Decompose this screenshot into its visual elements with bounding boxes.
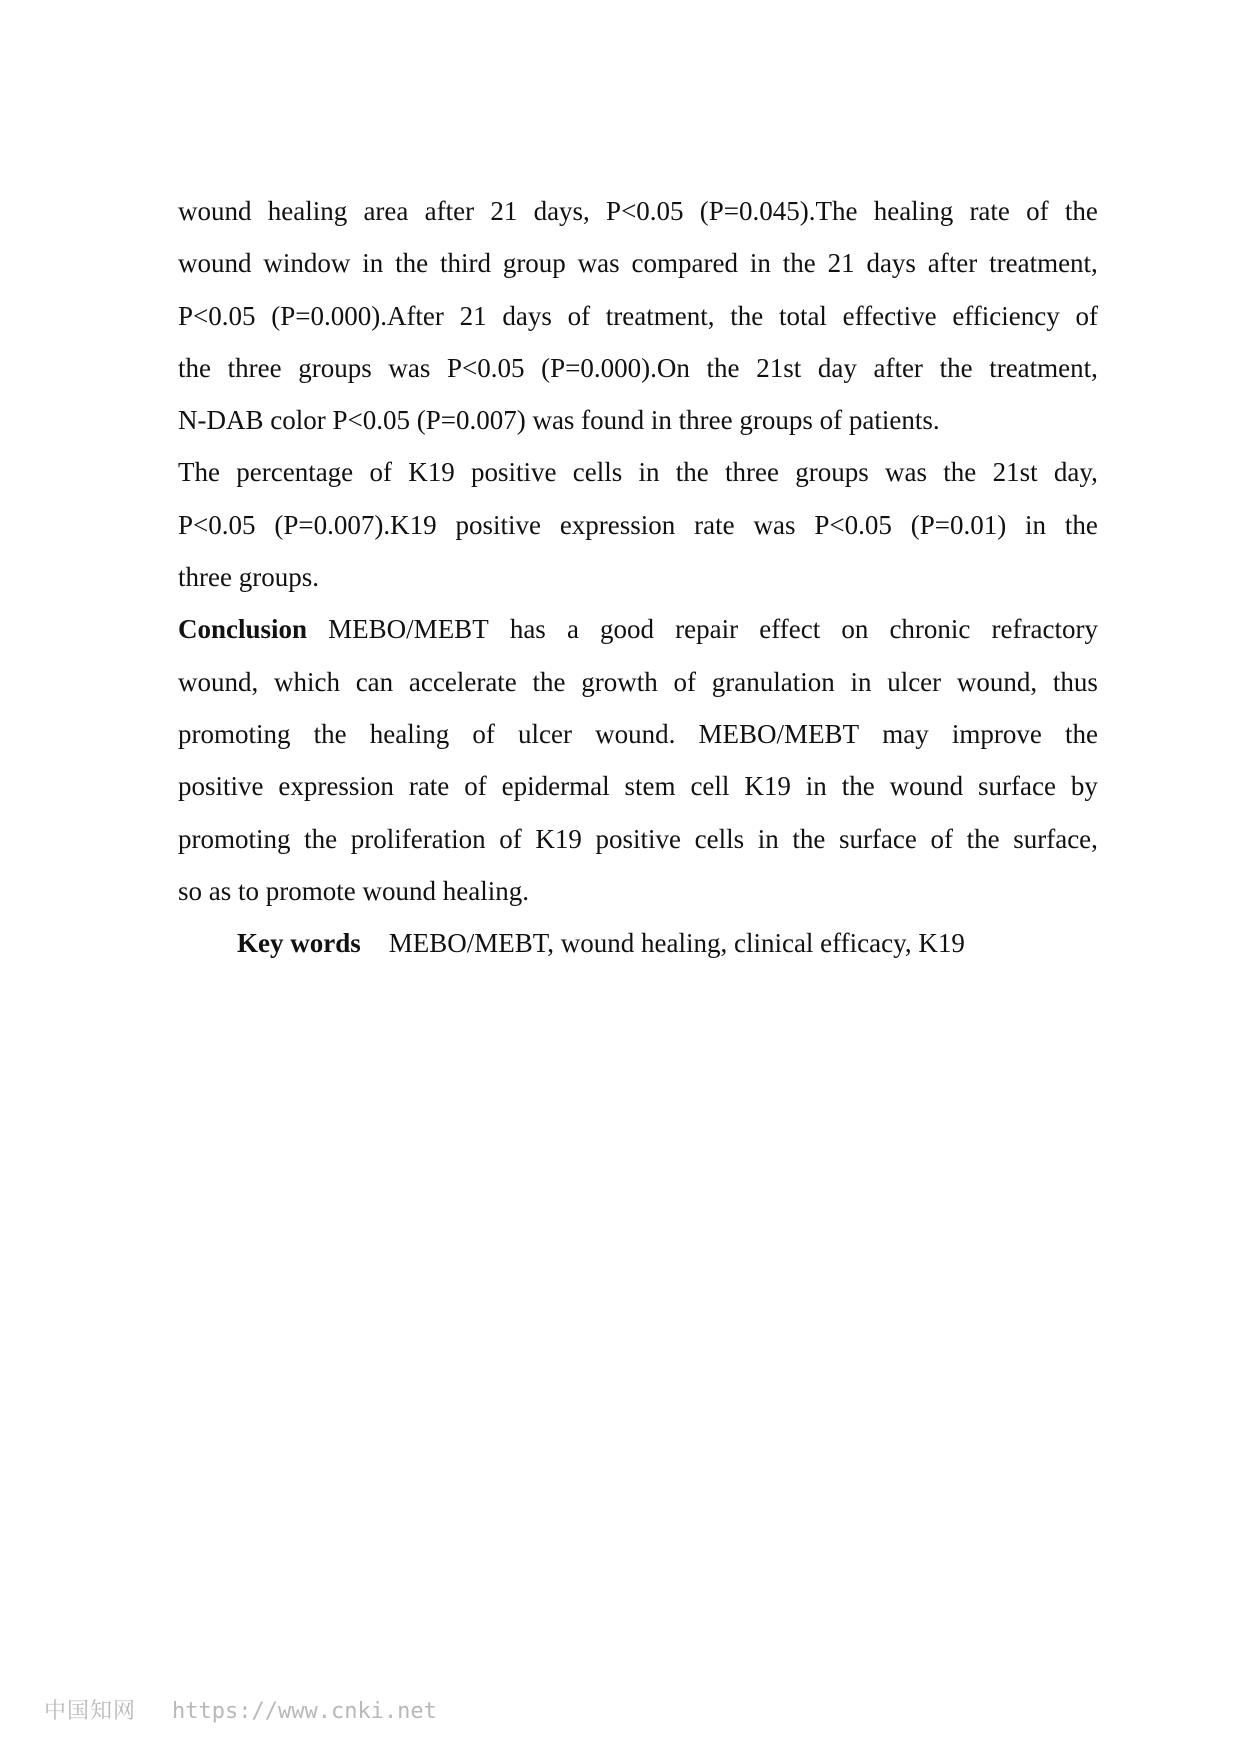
word: surface,: [1013, 823, 1098, 854]
word: the: [730, 300, 764, 331]
word: the: [706, 352, 740, 383]
word: day,: [1053, 457, 1098, 488]
word: of: [472, 718, 495, 749]
word: the: [675, 457, 709, 488]
word: of: [673, 666, 696, 697]
word: the: [1064, 718, 1098, 749]
conclusion-label: Conclusion: [178, 614, 308, 645]
word: (P=0.01): [910, 509, 1007, 540]
word: the: [1064, 509, 1098, 540]
word: good: [600, 614, 655, 645]
word: group: [502, 248, 566, 279]
word: third: [439, 248, 491, 279]
word: by: [1070, 771, 1098, 802]
word: P<0.05: [178, 300, 256, 331]
word: K19: [535, 823, 582, 854]
word: thus: [1052, 666, 1098, 697]
word: of: [499, 823, 522, 854]
conclusion-line-1: [178, 603, 1098, 655]
word: K19: [744, 771, 791, 802]
word: proliferation: [350, 823, 486, 854]
footer-watermark: [44, 1694, 437, 1725]
word: was: [388, 352, 431, 383]
word: the: [532, 666, 566, 697]
footer-cnki-url: https://www.cnki.net: [172, 1699, 437, 1724]
word: can: [355, 666, 394, 697]
conclusion-line-4: [178, 760, 1098, 812]
word: 21st: [992, 457, 1038, 488]
word: may: [882, 718, 929, 749]
word: was: [577, 248, 620, 279]
word: (P=0.000).On: [541, 352, 690, 383]
word: ulcer: [518, 718, 573, 749]
word: in: [757, 823, 779, 854]
word: the: [966, 823, 1000, 854]
word: the: [395, 248, 429, 279]
word: has: [509, 614, 546, 645]
word: P<0.05: [606, 196, 684, 226]
keywords-text: MEBO/MEBT, wound healing, clinical efficacy, K19: [388, 928, 965, 959]
word: compared: [631, 248, 738, 279]
word: wound,: [178, 666, 259, 697]
word: wound,: [956, 666, 1038, 697]
word: the: [1064, 196, 1098, 226]
word: surface: [838, 823, 917, 854]
body-line-3: [178, 290, 1098, 342]
conclusion-line-5: [178, 813, 1098, 865]
word: 21: [490, 196, 518, 226]
abstract-body: [178, 185, 1098, 969]
word: total: [778, 300, 827, 331]
word: efficiency: [952, 300, 1060, 331]
word: accelerate: [408, 666, 517, 697]
word: was: [885, 457, 928, 488]
word: 21: [459, 300, 487, 331]
word: expression: [559, 509, 676, 540]
word: positive: [455, 509, 541, 540]
word: three: [227, 352, 282, 383]
word: positive: [470, 457, 557, 488]
word: in: [749, 248, 771, 279]
word: wound: [889, 771, 964, 802]
word: percentage: [236, 457, 354, 488]
word: wound: [178, 248, 252, 279]
word: wound: [178, 196, 252, 226]
word: (P=0.045).The: [699, 196, 858, 226]
word: wound.: [595, 718, 676, 749]
word: window: [263, 248, 351, 279]
word: which: [273, 666, 340, 697]
word: K19: [408, 457, 455, 488]
word: the: [313, 718, 347, 749]
conclusion-line-3: [178, 708, 1098, 760]
word: of: [567, 300, 591, 331]
word: of: [930, 823, 953, 854]
word: cells: [572, 457, 623, 488]
word: days,: [533, 196, 590, 226]
word: P<0.05: [178, 509, 256, 540]
word: after: [927, 248, 978, 279]
word: was: [753, 509, 796, 540]
word: the: [943, 457, 977, 488]
word: epidermal: [501, 771, 610, 802]
word: in: [850, 666, 872, 697]
word: ulcer: [887, 666, 942, 697]
word: positive: [178, 771, 264, 802]
word: expression: [278, 771, 394, 802]
body-line-5: N-DAB color P<0.05 (P=0.007) was found in three groups of patients.: [178, 405, 940, 436]
body-line-4: [178, 342, 1098, 394]
word: refractory: [991, 614, 1098, 645]
word: after: [424, 196, 475, 226]
word: (P=0.000).After: [271, 300, 444, 331]
word: cells: [694, 823, 745, 854]
body-line-2: [178, 237, 1098, 289]
word: repair: [675, 614, 739, 645]
word: cell: [690, 771, 730, 802]
word: P<0.05: [814, 509, 892, 540]
word: treatment,: [989, 352, 1098, 383]
word: groups: [298, 352, 372, 383]
word: chronic: [889, 614, 971, 645]
word: in: [362, 248, 384, 279]
conclusion-line-2: [178, 656, 1098, 708]
body-line-6: [178, 446, 1098, 498]
word: healing: [369, 718, 450, 749]
word: the: [939, 352, 973, 383]
word: rate: [408, 771, 450, 802]
word: day: [817, 352, 857, 383]
keywords-label: Key words: [237, 928, 361, 959]
word: area: [363, 196, 409, 226]
word: 21: [827, 248, 855, 279]
word: effect: [759, 614, 821, 645]
word: rate: [694, 509, 735, 540]
word: on: [841, 614, 869, 645]
word: stem: [624, 771, 676, 802]
word: treatment,: [605, 300, 715, 331]
word: positive: [595, 823, 681, 854]
word: groups: [795, 457, 869, 488]
word: of: [464, 771, 487, 802]
word: the: [792, 823, 826, 854]
word: of: [1026, 196, 1049, 226]
word: a: [566, 614, 579, 645]
word: after: [873, 352, 923, 383]
word: rate: [969, 196, 1010, 226]
word: the: [841, 771, 875, 802]
word: promoting: [178, 718, 291, 749]
word: the: [178, 352, 211, 383]
word: the: [304, 823, 338, 854]
word: MEBO/MEBT: [698, 718, 860, 749]
body-line-8: three groups.: [178, 562, 319, 593]
word: The: [178, 457, 220, 488]
word: in: [1025, 509, 1047, 540]
footer-cnki-cn: 中国知网: [44, 1699, 137, 1724]
word: P<0.05: [447, 352, 525, 383]
body-line-7: [178, 499, 1098, 551]
word: MEBO/MEBT: [328, 614, 489, 645]
word: treatment,: [989, 248, 1098, 279]
word: (P=0.007).K19: [274, 509, 437, 540]
word: improve: [951, 718, 1042, 749]
word: healing: [873, 196, 954, 226]
word: effective: [842, 300, 937, 331]
word: days: [502, 300, 552, 331]
word: of: [369, 457, 392, 488]
word: days: [866, 248, 916, 279]
word: healing: [267, 196, 348, 226]
word: three: [725, 457, 779, 488]
word: the: [782, 248, 816, 279]
keywords-line: [178, 917, 1098, 969]
word: growth: [581, 666, 658, 697]
word: 21st: [756, 352, 802, 383]
conclusion-line-6: so as to promote wound healing.: [178, 875, 529, 906]
body-line-1: [178, 185, 1098, 237]
word: promoting: [178, 823, 291, 854]
word: of: [1075, 300, 1098, 331]
word: in: [638, 457, 660, 488]
word: in: [805, 771, 827, 802]
word: surface: [978, 771, 1056, 802]
word: granulation: [711, 666, 835, 697]
